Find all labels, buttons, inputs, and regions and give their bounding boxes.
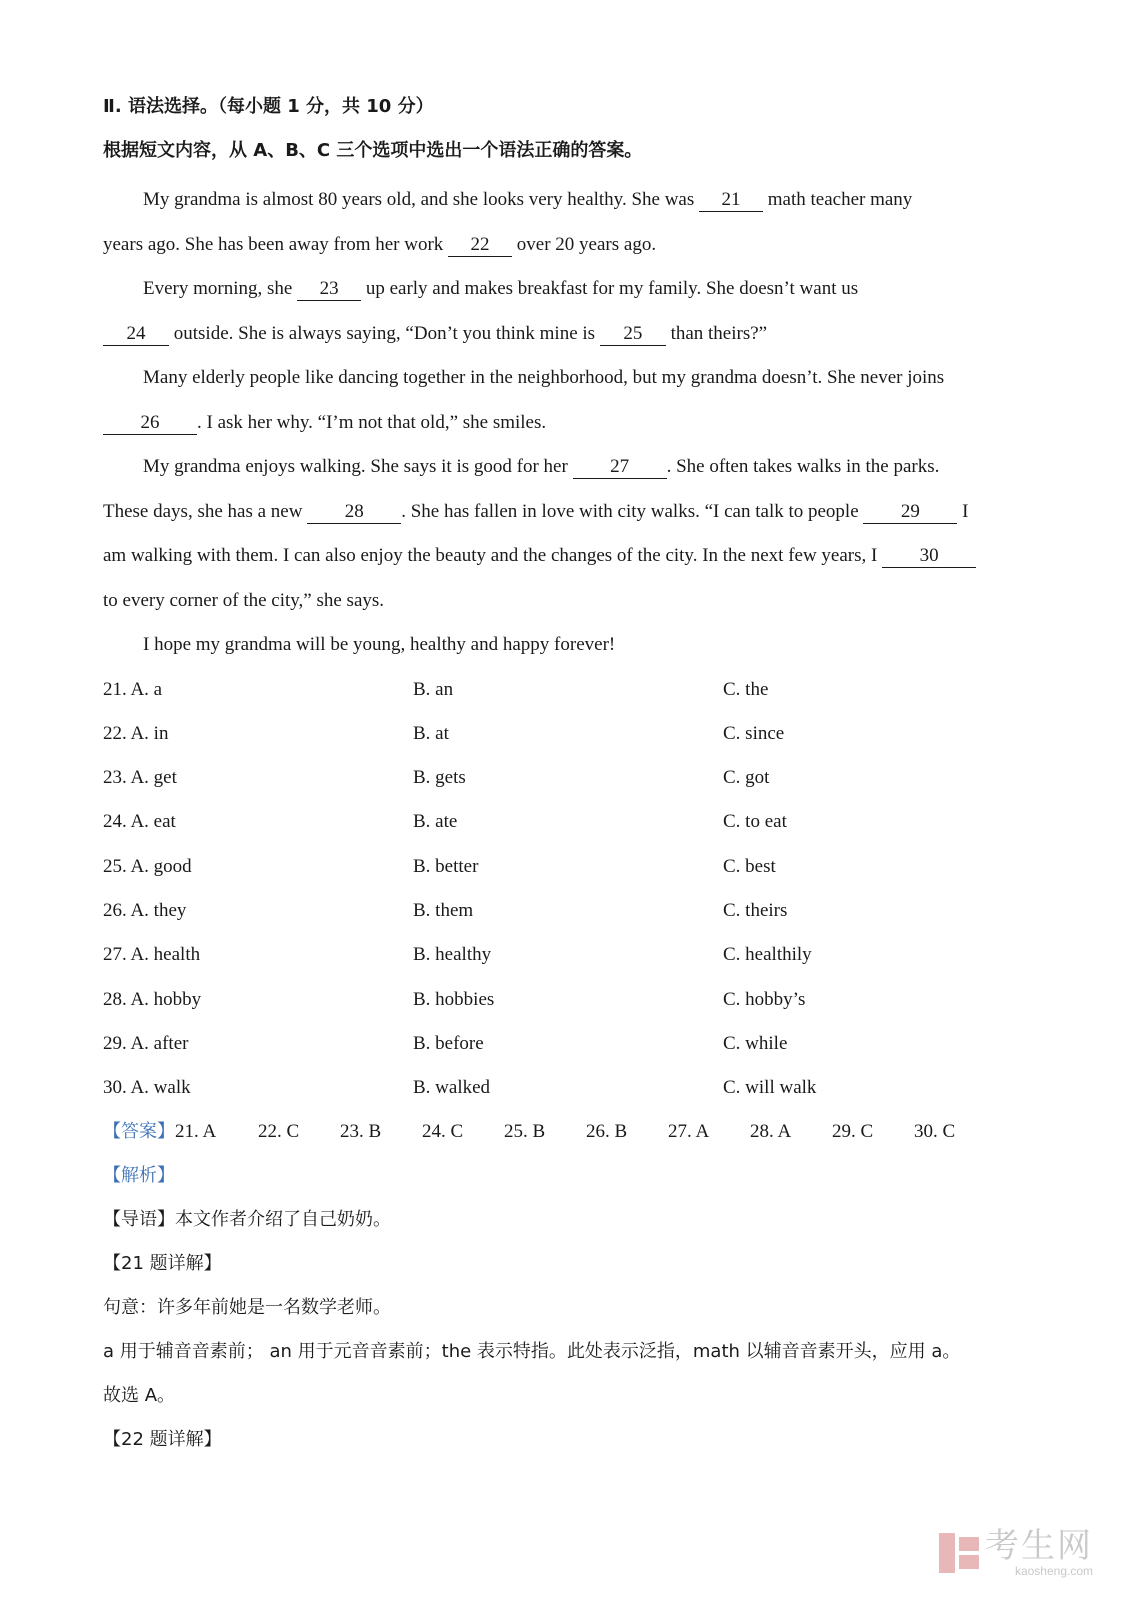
option-c: C. will walk xyxy=(723,1077,817,1099)
option-row xyxy=(103,756,1033,800)
option-c: C. theirs xyxy=(723,899,788,921)
option-a: 27. A. health xyxy=(103,944,201,966)
passage-line xyxy=(103,579,1033,624)
passage-line xyxy=(103,356,1033,401)
option-c: C. hobby’s xyxy=(723,988,806,1010)
q21-meaning: 句意：许多年前她是一名数学老师。 xyxy=(103,1297,391,1319)
answer-item: 25. B xyxy=(504,1121,546,1143)
passage-text: I xyxy=(957,500,969,522)
answer-item: 26. B xyxy=(586,1121,628,1143)
watermark-logo-icon xyxy=(939,1533,979,1573)
passage-text: I hope my grandma will be young, healthy and happy forever! xyxy=(143,634,616,655)
option-b: B. at xyxy=(413,722,449,744)
passage-text: My grandma enjoys walking. She says it is good for her xyxy=(143,456,573,477)
answer-item: 27. A xyxy=(668,1121,710,1143)
passage-text: My grandma is almost 80 years old, and she looks very healthy. She was xyxy=(143,189,700,210)
answer-item: 23. B xyxy=(340,1121,382,1143)
option-a: 22. A. in xyxy=(103,722,169,744)
passage-line xyxy=(103,312,1033,357)
option-a: 24. A. eat xyxy=(103,811,176,833)
option-b: B. before xyxy=(413,1032,484,1054)
passage-text: . I ask her why. “I’m not that old,” she smiles. xyxy=(197,411,547,433)
option-c: C. to eat xyxy=(723,811,787,833)
passage-text: than theirs?” xyxy=(665,322,768,344)
passage-text: Every morning, she xyxy=(143,278,298,299)
option-a: 30. A. walk xyxy=(103,1077,191,1099)
option-a: 29. A. after xyxy=(103,1032,189,1054)
passage-line xyxy=(103,623,1033,668)
option-b: B. gets xyxy=(413,767,466,789)
option-b: B. them xyxy=(413,899,474,921)
option-a: 21. A. a xyxy=(103,678,163,700)
option-a: 28. A. hobby xyxy=(103,988,202,1010)
option-b: B. hobbies xyxy=(413,988,495,1010)
option-row xyxy=(103,978,1033,1022)
option-c: C. got xyxy=(723,767,770,789)
option-b: B. healthy xyxy=(413,944,492,966)
passage-line xyxy=(103,534,1033,579)
passage-text: to every corner of the city,” she says. xyxy=(103,589,385,611)
blank-25: 25 xyxy=(600,323,666,346)
passage-text: . She has fallen in love with city walks. “I can talk to people xyxy=(401,500,864,522)
blank-29: 29 xyxy=(863,501,957,524)
watermark-text xyxy=(985,1528,1093,1578)
option-row xyxy=(103,845,1033,889)
blank-21: 21 xyxy=(699,189,763,212)
q22-title: 【22 题详解】 xyxy=(103,1429,222,1451)
answer-key xyxy=(103,1110,1033,1154)
option-c: C. since xyxy=(723,722,785,744)
passage-line xyxy=(103,445,1033,490)
answer-item: 21. A xyxy=(175,1121,217,1143)
passage-text: These days, she has a new xyxy=(103,500,308,522)
blank-22: 22 xyxy=(448,234,512,257)
blank-27: 27 xyxy=(573,456,667,479)
answer-label: 【答案】 xyxy=(103,1121,175,1143)
document-page xyxy=(103,92,1033,1462)
option-c: C. best xyxy=(723,855,776,877)
blank-26: 26 xyxy=(103,412,197,435)
passage-text: over 20 years ago. xyxy=(512,233,657,255)
passage-line xyxy=(103,178,1033,223)
option-row xyxy=(103,889,1033,933)
q21-title: 【21 题详解】 xyxy=(103,1253,222,1275)
blank-30: 30 xyxy=(882,545,976,568)
passage-line xyxy=(103,490,1033,535)
passage-text: . She often takes walks in the parks. xyxy=(666,456,940,477)
answer-item: 30. C xyxy=(914,1121,956,1143)
option-b: B. an xyxy=(413,678,454,700)
option-c: C. the xyxy=(723,678,769,700)
blank-24: 24 xyxy=(103,323,169,346)
passage-line xyxy=(103,401,1033,446)
option-a: 25. A. good xyxy=(103,855,192,877)
passage-text: math teacher many xyxy=(763,189,913,210)
option-row xyxy=(103,1022,1033,1066)
option-row xyxy=(103,712,1033,756)
q21-choice: 故选 A。 xyxy=(103,1385,176,1407)
section-title: Ⅱ. 语法选择。（每小题 1 分，共 10 分） xyxy=(103,96,434,117)
section-instruction: 根据短文内容，从 A、B、C 三个选项中选出一个语法正确的答案。 xyxy=(103,140,643,161)
answer-item: 29. C xyxy=(832,1121,874,1143)
option-row xyxy=(103,668,1033,712)
watermark xyxy=(939,1528,1093,1578)
analysis-intro: 【导语】本文作者介绍了自己奶奶。 xyxy=(103,1209,391,1231)
option-a: 26. A. they xyxy=(103,899,187,921)
answer-item: 22. C xyxy=(258,1121,300,1143)
passage-text: outside. She is always saying, “Don’t you think mine is xyxy=(169,322,600,344)
watermark-brand: 考生网 xyxy=(985,1526,1093,1566)
q21-explain: a 用于辅音音素前； an 用于元音音素前；the 表示特指。此处表示泛指，math 以辅音音素开头，应用 a。 xyxy=(103,1341,961,1363)
passage-text: am walking with them. I can also enjoy the beauty and the changes of the city. In the next few years, I xyxy=(103,545,883,566)
option-a: 23. A. get xyxy=(103,767,177,789)
passage-line xyxy=(103,223,1033,268)
analysis-label: 【解析】 xyxy=(103,1165,175,1187)
answer-item: 24. C xyxy=(422,1121,464,1143)
option-c: C. healthily xyxy=(723,944,812,966)
option-c: C. while xyxy=(723,1032,788,1054)
answer-item: 28. A xyxy=(750,1121,792,1143)
blank-23: 23 xyxy=(297,278,361,301)
option-b: B. walked xyxy=(413,1077,491,1099)
option-b: B. better xyxy=(413,855,479,877)
passage-text: Many elderly people like dancing together in the neighborhood, but my grandma doesn’t. She never joins xyxy=(143,367,945,388)
passage-text: up early and makes breakfast for my family. She doesn’t want us xyxy=(361,278,859,299)
option-row xyxy=(103,1066,1033,1110)
option-row xyxy=(103,933,1033,977)
passage xyxy=(103,178,1033,668)
options-list xyxy=(103,668,1033,1111)
passage-line xyxy=(103,267,1033,312)
option-row xyxy=(103,800,1033,844)
watermark-url: kaosheng.com xyxy=(1014,1564,1093,1578)
passage-text: years ago. She has been away from her work xyxy=(103,233,449,255)
option-b: B. ate xyxy=(413,811,458,833)
blank-28: 28 xyxy=(307,501,401,524)
